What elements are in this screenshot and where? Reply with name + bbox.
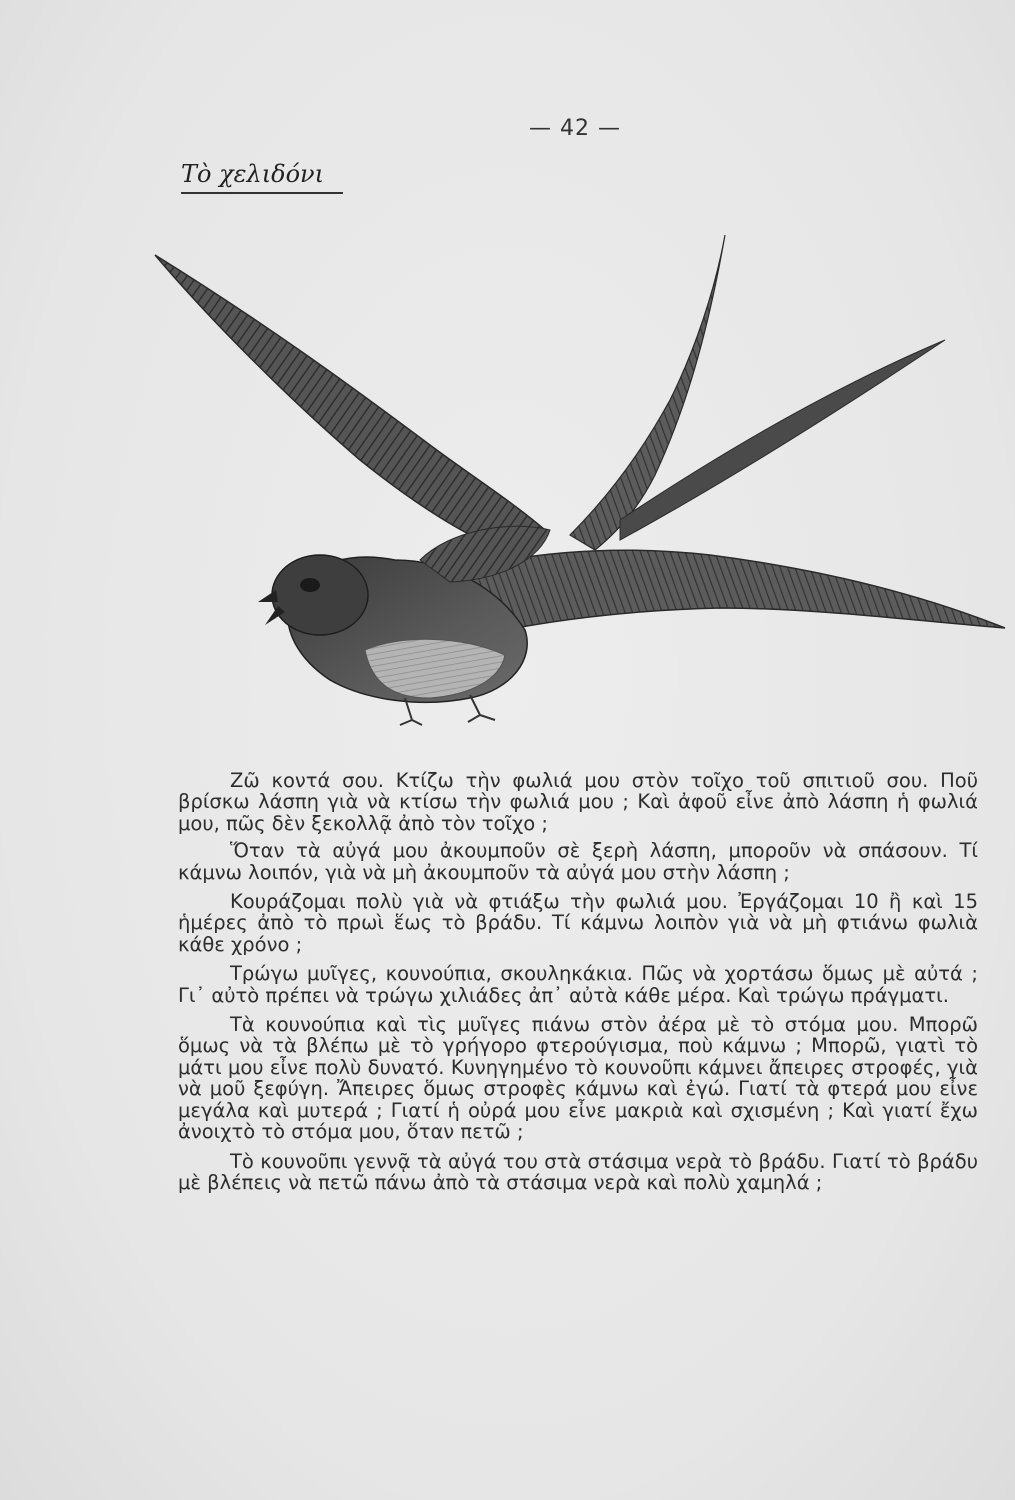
paragraph: Ὅταν τὰ αὐγά μου ἀκουμποῦν σὲ ξερὴ λάσπη, μποροῦν νὰ σπάσουν. Τί κάμνω λοιπόν, γιὰ νὰ μὴ ἀκουμποῦν τὰ αὐγά μου στὴν λάσπη ; (178, 839, 978, 884)
body-text (178, 770, 978, 1201)
swallow-illustration-icon (150, 230, 1010, 730)
page-title: Τὸ χελιδόνι (181, 160, 343, 194)
paragraph: Κουράζομαι πολὺ γιὰ νὰ φτιάξω τὴν φωλιά μου. Ἐργάζομαι 10 ἢ καὶ 15 ἡμέρες ἀπὸ τὸ πρωὶ ἕως τὸ βράδυ. Τί κάμνω λοιπὸν γιὰ νὰ μὴ φτιάνω φωλιὰ κάθε χρόνο ; (178, 890, 978, 956)
paragraph: Τὰ κουνούπια καὶ τὶς μυῖγες πιάνω στὸν ἀέρα μὲ τὸ στόμα μου. Μπορῶ ὅμως νὰ τὰ βλέπω μὲ τὸ γρήγορο φτερούγισμα, ποὺ κάμνω ; Μπορῶ, γιατὶ τὸ μάτι μου εἶνε πολὺ δυνατό. Κυνηγημένο τὸ κουνοῦπι κάμνει ἄπειρες στροφές, γιὰ νὰ μοῦ ξεφύγη. Ἄπειρες ὅμως στροφὲς κάμνω καὶ ἐγώ. Γιατί τὰ φτερά μου εἶνε μεγάλα καὶ μυτερά ; Γιατί ἡ οὐρά μου εἶνε μακριὰ καὶ σχισμένη ; Καὶ γιατί ἔχω ἀνοιχτὸ τὸ στόμα μου, ὅταν πετῶ ; (178, 1013, 978, 1144)
page-number: — 42 — (529, 116, 621, 141)
paragraph: Τὸ κουνοῦπι γεννᾷ τὰ αὐγά του στὰ στάσιμα νερὰ τὸ βράδυ. Γιατί τὸ βράδυ μὲ βλέπεις νὰ πετῶ πάνω ἀπὸ τὰ στάσιμα νερὰ καὶ πολὺ χαμηλά ; (178, 1149, 978, 1194)
paragraph: Ζῶ κοντά σου. Κτίζω τὴν φωλιά μου στὸν τοῖχο τοῦ σπιτιοῦ σου. Ποῦ βρίσκω λάσπη γιὰ νὰ κτίσω τὴν φωλιά μου ; Καὶ ἀφοῦ εἶνε ἀπὸ λάσπη ἡ φωλιά μου, πῶς δὲν ξεκολλᾷ ἀπὸ τὸν τοῖχο ; (178, 769, 978, 835)
paragraph: Τρώγω μυῖγες, κουνούπια, σκουληκάκια. Πῶς νὰ χορτάσω ὅμως μὲ αὐτά ; Γι᾽ αὐτὸ πρέπει νὰ τρώγω χιλιάδες ἀπ᾽ αὐτὰ κάθε μέρα. Καὶ τρώγω πράγματι. (178, 962, 978, 1007)
